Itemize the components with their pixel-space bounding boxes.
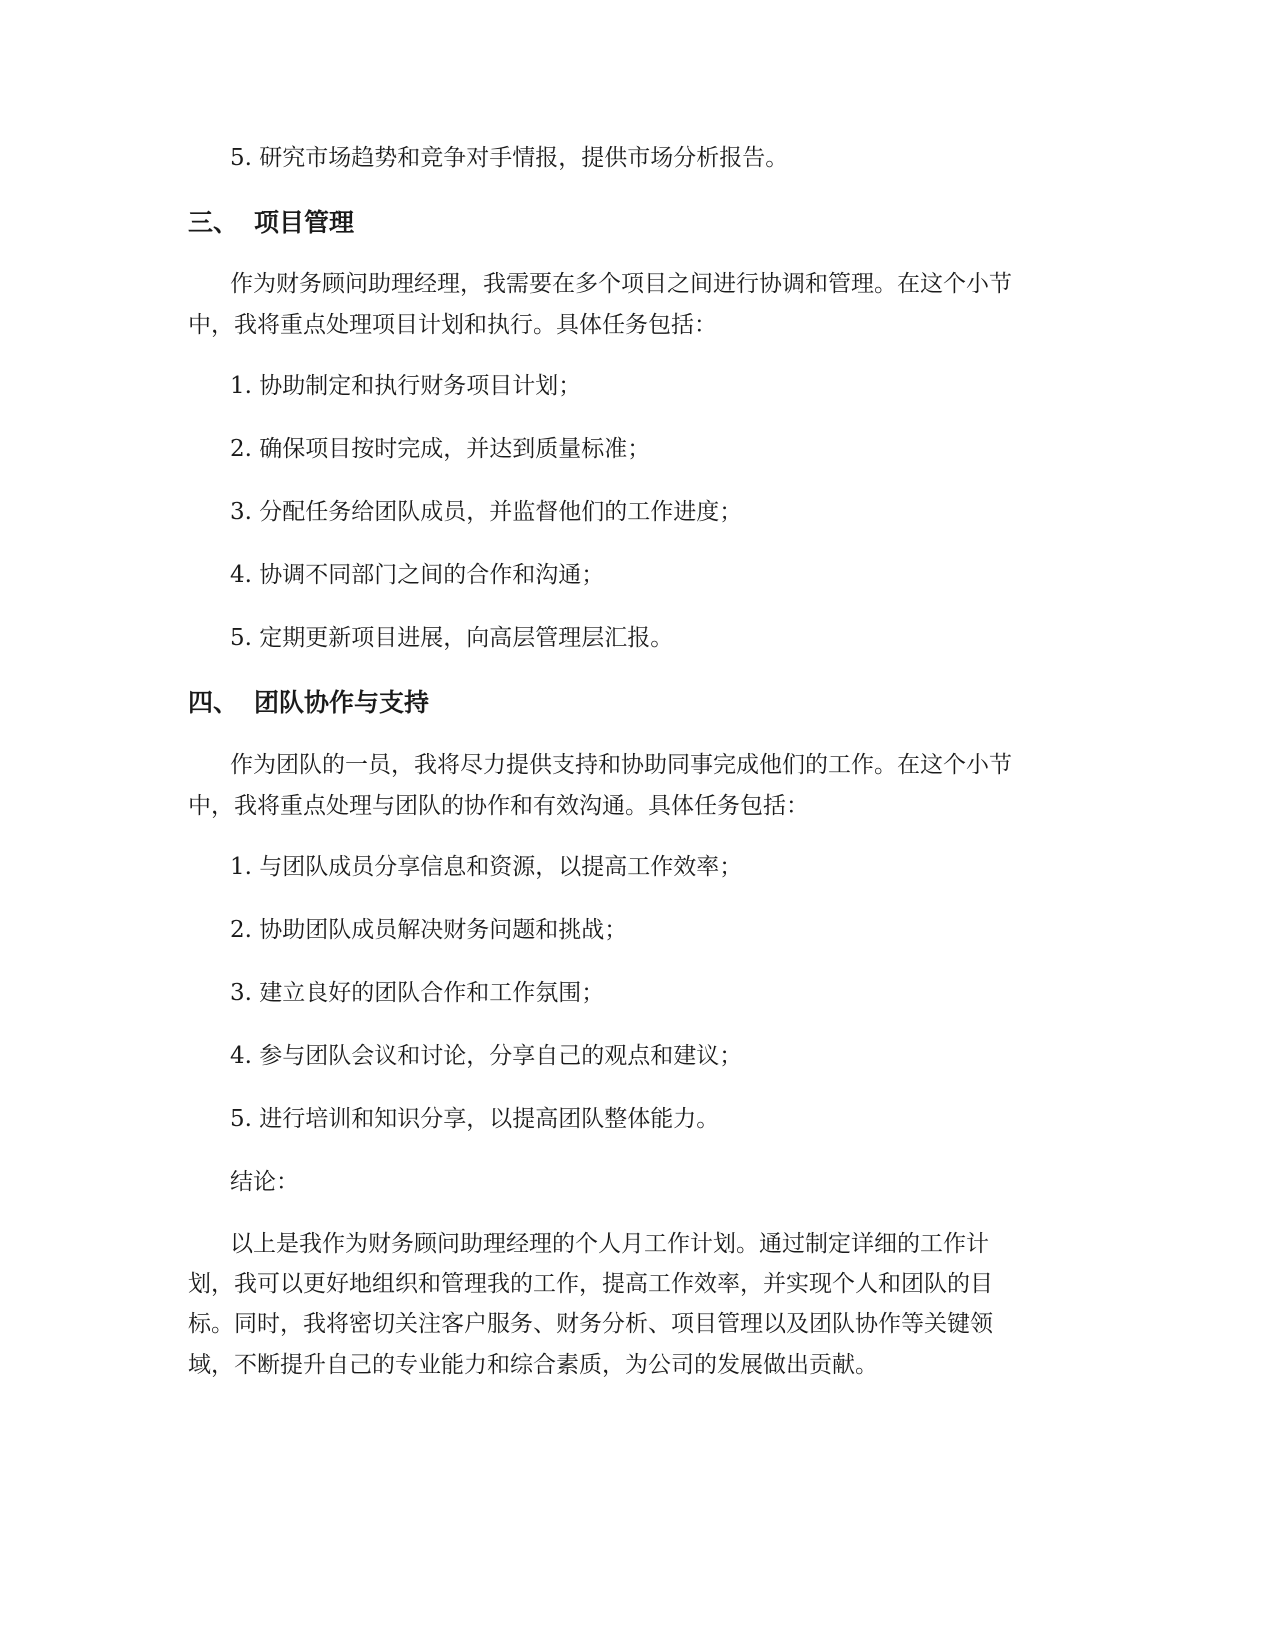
list-item: 5. 研究市场趋势和竞争对手情报，提供市场分析报告。: [230, 145, 789, 171]
paragraph-line: 标。同时，我将密切关注客户服务、财务分析、项目管理以及团队协作等关键领: [188, 1311, 993, 1337]
section-heading: [188, 207, 354, 239]
paragraph-line: 划，我可以更好地组织和管理我的工作，提高工作效率，并实现个人和团队的目: [188, 1271, 993, 1297]
paragraph-line: 域，不断提升自己的专业能力和综合素质，为公司的发展做出贡献。: [188, 1352, 878, 1378]
section-title: 团队协作与支持: [254, 688, 430, 717]
list-item: 4. 协调不同部门之间的合作和沟通；: [230, 562, 605, 588]
paragraph-line: 以上是我作为财务顾问助理经理的个人月工作计划。通过制定详细的工作计: [230, 1231, 989, 1257]
list-item: 3. 分配任务给团队成员，并监督他们的工作进度；: [230, 499, 743, 525]
list-item: 3. 建立良好的团队合作和工作氛围；: [230, 980, 605, 1006]
section-number: 三、: [188, 208, 239, 237]
conclusion-label: 结论：: [230, 1169, 299, 1195]
list-item: 4. 参与团队会议和讨论，分享自己的观点和建议；: [230, 1043, 743, 1069]
list-item: 5. 定期更新项目进展，向高层管理层汇报。: [230, 625, 674, 651]
paragraph-line: 中，我将重点处理与团队的协作和有效沟通。具体任务包括：: [188, 793, 809, 819]
list-item: 1. 协助制定和执行财务项目计划；: [230, 373, 582, 399]
list-item: 1. 与团队成员分享信息和资源，以提高工作效率；: [230, 854, 743, 880]
list-item: 5. 进行培训和知识分享，以提高团队整体能力。: [230, 1106, 720, 1132]
section-heading: [188, 687, 429, 719]
section-title: 项目管理: [254, 208, 355, 237]
paragraph-line: 中，我将重点处理项目计划和执行。具体任务包括：: [188, 312, 717, 338]
list-item: 2. 协助团队成员解决财务问题和挑战；: [230, 917, 628, 943]
paragraph-line: 作为财务顾问助理经理，我需要在多个项目之间进行协调和管理。在这个小节: [230, 271, 1012, 297]
list-item: 2. 确保项目按时完成，并达到质量标准；: [230, 436, 651, 462]
section-number: 四、: [188, 688, 239, 717]
paragraph-line: 作为团队的一员，我将尽力提供支持和协助同事完成他们的工作。在这个小节: [230, 752, 1012, 778]
